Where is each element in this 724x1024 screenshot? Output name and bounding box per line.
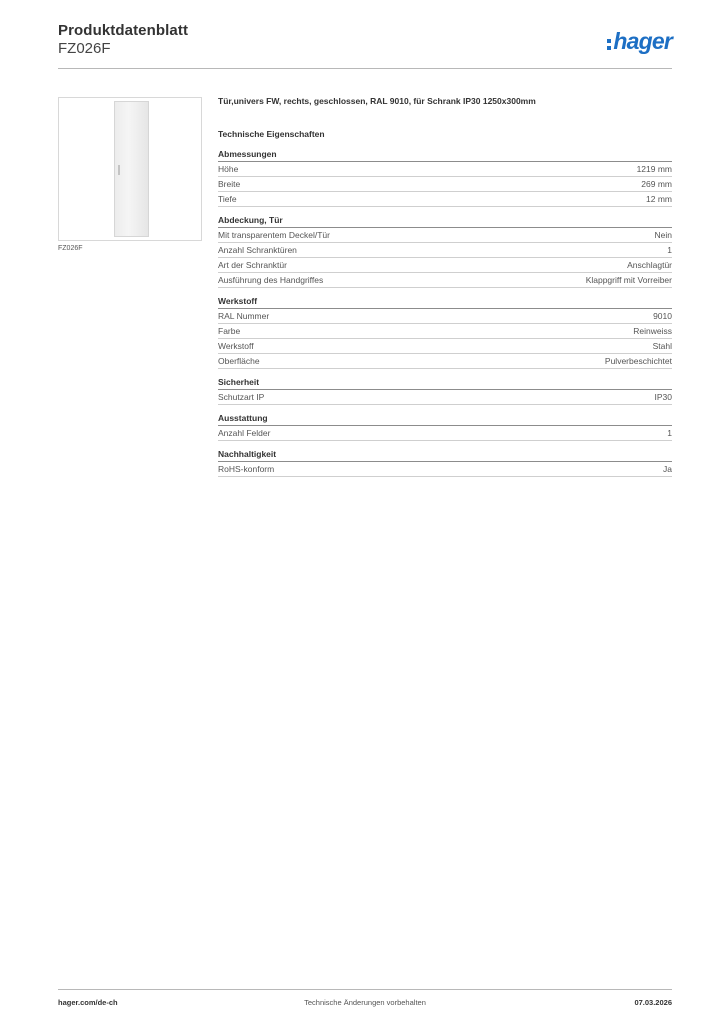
footer-divider [58, 989, 672, 990]
product-image [58, 97, 202, 241]
spec-row [218, 324, 672, 339]
spec-label: Farbe [218, 326, 241, 336]
spec-label: Schutzart IP [218, 392, 265, 402]
footer-url: hager.com/de-ch [58, 998, 118, 1007]
spec-row [218, 162, 672, 177]
section-title: Ausstattung [218, 413, 672, 426]
spec-row [218, 426, 672, 441]
spec-value: 12 mm [646, 194, 672, 204]
spec-label: Mit transparentem Deckel/Tür [218, 230, 330, 240]
hager-logo [607, 26, 672, 56]
spec-section [218, 413, 672, 441]
spec-value: 1 [667, 428, 672, 438]
spec-label: Tiefe [218, 194, 237, 204]
spec-value: 1 [667, 245, 672, 255]
logo-dots-icon [607, 39, 611, 50]
section-title: Sicherheit [218, 377, 672, 390]
spec-row [218, 258, 672, 273]
spec-value: Reinweiss [633, 326, 672, 336]
spec-label: Anzahl Felder [218, 428, 271, 438]
door-handle-icon [118, 165, 120, 175]
spec-value: Stahl [652, 341, 672, 351]
spec-label: RAL Nummer [218, 311, 270, 321]
spec-section [218, 149, 672, 207]
spec-row [218, 309, 672, 324]
spec-row [218, 243, 672, 258]
product-description: Tür,univers FW, rechts, geschlossen, RAL 9010, für Schrank IP30 1250x300mm [218, 96, 536, 106]
spec-value: Anschlagtür [627, 260, 672, 270]
spec-label: Höhe [218, 164, 239, 174]
spec-sections [218, 149, 672, 477]
spec-row [218, 177, 672, 192]
spec-label: Art der Schranktür [218, 260, 287, 270]
spec-value: 9010 [653, 311, 672, 321]
spec-value: Ja [663, 464, 672, 474]
spec-value: 269 mm [641, 179, 672, 189]
footer-note: Technische Änderungen vorbehalten [304, 998, 426, 1007]
section-title: Abdeckung, Tür [218, 215, 672, 228]
spec-section [218, 215, 672, 288]
product-code: FZ026F [58, 40, 111, 57]
spec-row [218, 462, 672, 477]
image-caption: FZ026F [58, 245, 83, 252]
document-title: Produktdatenblatt [58, 22, 189, 39]
section-title: Abmessungen [218, 149, 672, 162]
page-header [58, 22, 672, 70]
tech-heading: Technische Eigenschaften [218, 129, 325, 139]
spec-label: Anzahl Schranktüren [218, 245, 297, 255]
spec-section [218, 449, 672, 477]
spec-row [218, 339, 672, 354]
spec-row [218, 390, 672, 405]
spec-section [218, 377, 672, 405]
spec-content [218, 96, 672, 485]
cabinet-door-icon [114, 101, 149, 237]
spec-value: Klappgriff mit Vorreiber [585, 275, 672, 285]
spec-row [218, 192, 672, 207]
spec-value: Pulverbeschichtet [604, 356, 672, 366]
spec-label: RoHS-konform [218, 464, 275, 474]
spec-value: Nein [654, 230, 672, 240]
spec-label: Oberfläche [218, 356, 260, 366]
section-title: Werkstoff [218, 296, 672, 309]
page-footer [58, 998, 672, 1010]
spec-section [218, 296, 672, 369]
spec-row [218, 354, 672, 369]
spec-label: Werkstoff [218, 341, 254, 351]
spec-row [218, 228, 672, 243]
footer-date: 07.03.2026 [634, 998, 672, 1007]
logo-text: hager [613, 27, 672, 54]
spec-label: Breite [218, 179, 241, 189]
section-title: Nachhaltigkeit [218, 449, 672, 462]
spec-label: Ausführung des Handgriffes [218, 275, 324, 285]
header-divider [58, 68, 672, 69]
spec-row [218, 273, 672, 288]
spec-value: IP30 [654, 392, 672, 402]
spec-value: 1219 mm [636, 164, 672, 174]
